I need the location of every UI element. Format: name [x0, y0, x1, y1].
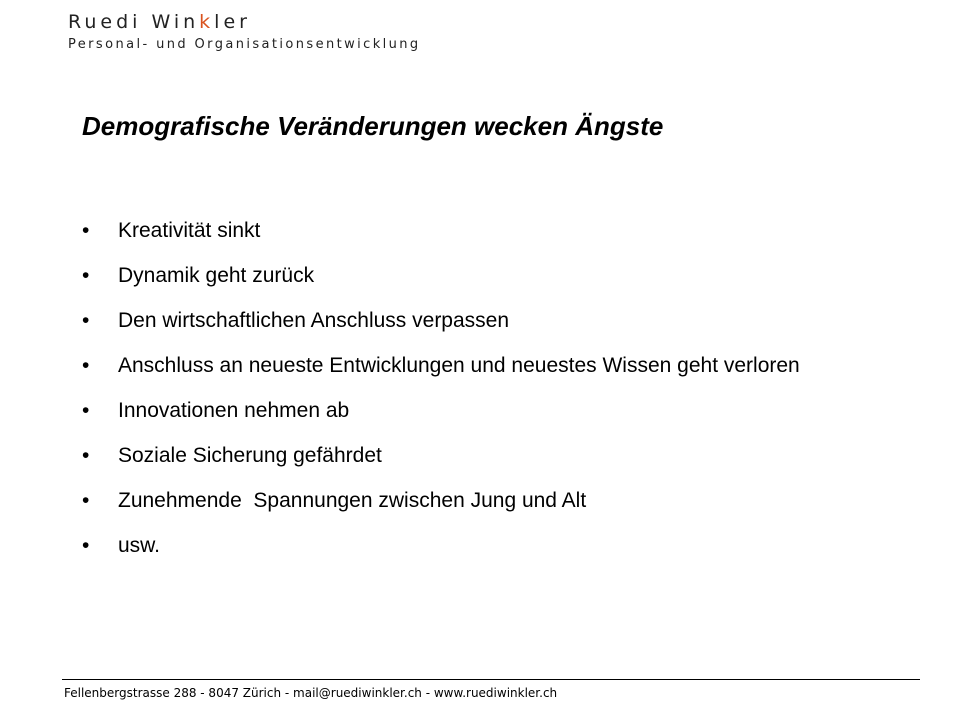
bullet-dot-icon: •: [82, 399, 90, 422]
bullet-dot-icon: •: [82, 534, 90, 557]
bullet-dot-icon: •: [82, 219, 90, 242]
bullet-text: Zunehmende Spannungen zwischen Jung und Alt: [118, 489, 587, 512]
brand-name: [68, 10, 421, 34]
bullet-item-dynamik: [82, 259, 862, 292]
bullet-dot-icon: •: [82, 264, 90, 287]
bullet-item-spannungen: [82, 484, 862, 517]
brand-name-part2: ler: [214, 11, 251, 33]
bullet-item-soziale-sicherung: [82, 439, 862, 472]
bullet-text: Soziale Sicherung gefährdet: [118, 444, 382, 467]
bullet-dot-icon: •: [82, 489, 90, 512]
bullet-dot-icon: •: [82, 444, 90, 467]
bullet-item-kreativitaet: [82, 214, 862, 247]
bullet-item-anschluss-verpassen: [82, 304, 862, 337]
bullet-list: [82, 214, 862, 574]
bullet-item-innovationen: [82, 394, 862, 427]
bullet-dot-icon: •: [82, 309, 90, 332]
brand-tagline: Personal- und Organisationsentwicklung: [68, 37, 421, 52]
slide-title: Demografische Veränderungen wecken Ängste: [82, 111, 664, 141]
footer-address: Fellenbergstrasse 288 - 8047 Zürich - mail@ruediwinkler.ch - www.ruediwinkler.ch: [64, 686, 558, 700]
bullet-text: Dynamik geht zurück: [118, 264, 315, 287]
brand-name-accent-letter: k: [199, 11, 215, 33]
bullet-dot-icon: •: [82, 354, 90, 377]
brand-header: [68, 10, 421, 54]
footer-divider: [62, 679, 920, 680]
bullet-text: Innovationen nehmen ab: [118, 399, 350, 422]
bullet-item-usw: [82, 529, 862, 562]
bullet-item-entwicklungen: [82, 349, 862, 382]
bullet-text: usw.: [118, 534, 161, 557]
bullet-text: Kreativität sinkt: [118, 219, 261, 242]
bullet-text: Anschluss an neueste Entwicklungen und neuestes Wissen geht verloren: [118, 354, 800, 377]
brand-name-part1: Ruedi Win: [68, 11, 200, 33]
bullet-text: Den wirtschaftlichen Anschluss verpassen: [118, 309, 510, 332]
